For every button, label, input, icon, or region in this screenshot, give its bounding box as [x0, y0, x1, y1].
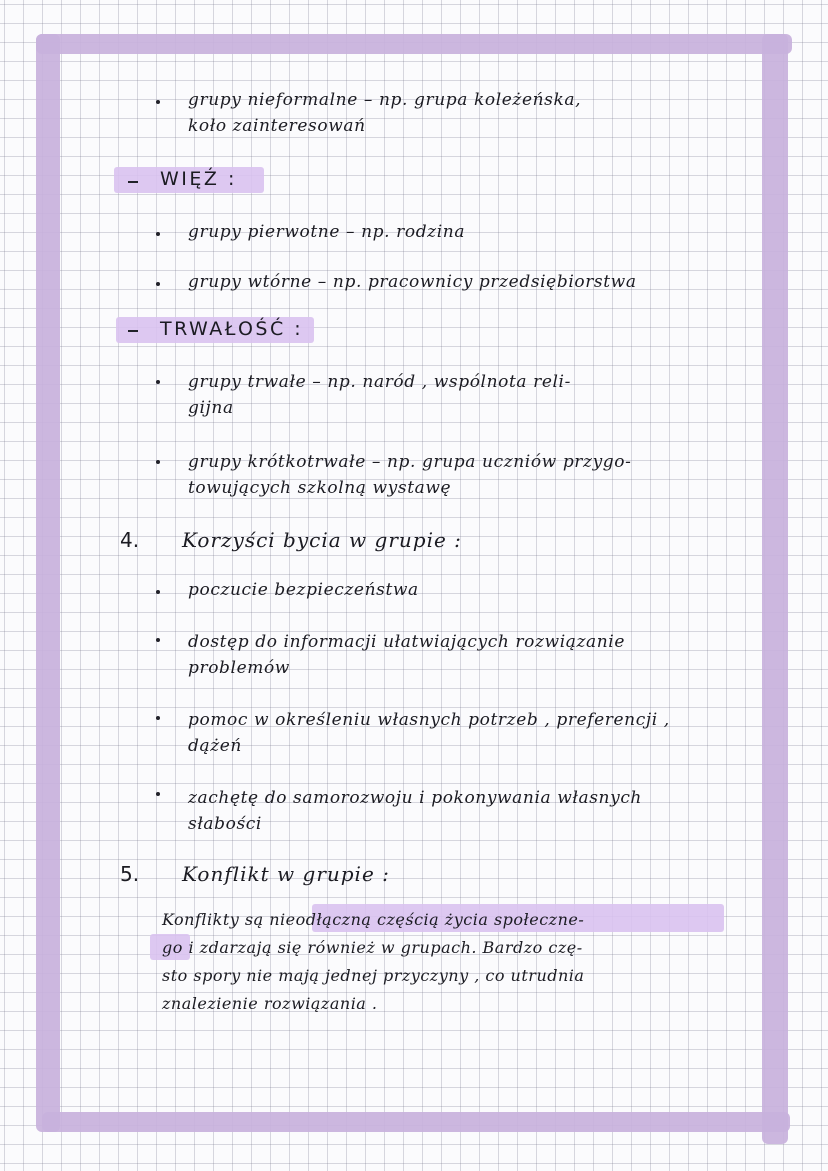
note-line: grupy krótkotrwałe – np. grupa uczniów przygo-: [188, 452, 632, 472]
note-line: grupy nieformalne – np. grupa koleżeńska,: [188, 90, 582, 110]
paragraph-line: go i zdarzają się również w grupach. Bardzo czę-: [162, 938, 583, 957]
section-title: Korzyści bycia w grupie :: [182, 528, 462, 552]
note-line: grupy trwałe – np. naród , wspólnota reli-: [188, 372, 571, 392]
bullet-dot: [156, 460, 160, 464]
section-number: 5.: [120, 862, 140, 886]
bullet-dot: [156, 100, 160, 104]
frame-top-border: [36, 34, 792, 54]
note-line: grupy wtórne – np. pracownicy przedsiębiorstwa: [188, 272, 637, 292]
bullet-dot: [156, 638, 160, 642]
paragraph-line: znalezienie rozwiązania .: [162, 994, 378, 1013]
section-number: 4.: [120, 528, 140, 552]
paragraph-line: Konflikty są nieodłączną częścią życia społeczne-: [162, 910, 585, 929]
note-line: grupy pierwotne – np. rodzina: [188, 222, 466, 242]
bullet-dot: [156, 792, 160, 796]
bullet-dot: [156, 380, 160, 384]
note-line: towujących szkolną wystawę: [188, 478, 452, 498]
heading-dash: [128, 181, 138, 183]
bullet-dot: [156, 232, 160, 236]
heading-wiez: WIĘŹ :: [160, 168, 237, 190]
note-line: słabości: [188, 814, 262, 834]
heading-trwalosc: TRWAŁOŚĆ :: [160, 318, 304, 340]
note-line: problemów: [188, 658, 290, 678]
section-title: Konflikt w grupie :: [182, 862, 390, 886]
note-line: dążeń: [188, 736, 242, 756]
bullet-dot: [156, 716, 160, 720]
note-line: dostęp do informacji ułatwiających rozwiązanie: [188, 632, 626, 652]
bullet-dot: [156, 282, 160, 286]
note-line: koło zainteresowań: [188, 116, 366, 136]
heading-dash: [128, 330, 138, 332]
note-line: pomoc w określeniu własnych potrzeb , preferencji ,: [188, 710, 670, 730]
frame-bottom-border: [42, 1112, 790, 1132]
bullet-dot: [156, 590, 160, 594]
frame-left-border: [36, 34, 60, 1132]
note-line: gijna: [188, 398, 234, 418]
frame-right-border: [762, 34, 788, 1144]
note-line: zachętę do samorozwoju i pokonywania własnych: [188, 788, 642, 808]
note-line: poczucie bezpieczeństwa: [188, 580, 419, 600]
paragraph-line: sto spory nie mają jednej przyczyny , co utrudnia: [162, 966, 585, 985]
